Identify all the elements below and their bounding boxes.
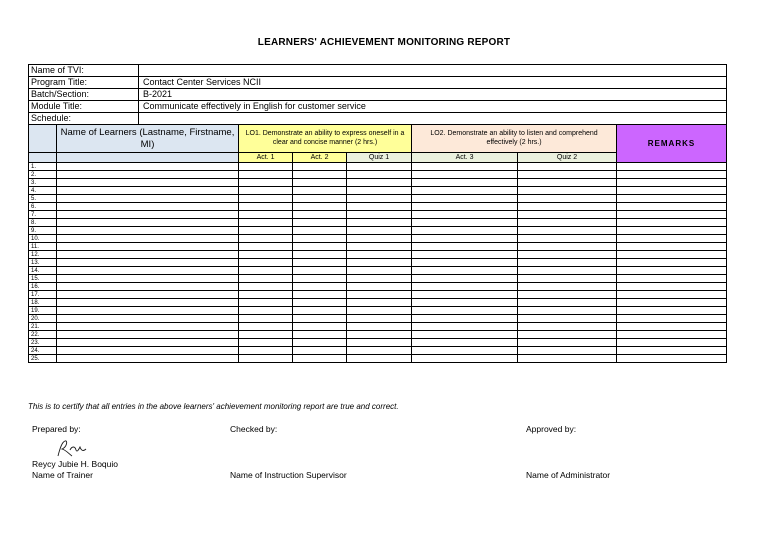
learner-name-cell [57,235,239,243]
remarks-cell [617,251,727,259]
table-row [29,243,727,251]
score-cell [412,235,518,243]
score-cell [293,275,347,283]
score-cell [239,235,293,243]
learner-name-cell [57,291,239,299]
score-cell [347,203,412,211]
remarks-cell [617,179,727,187]
info-label: Batch/Section: [29,89,139,101]
score-cell [239,219,293,227]
remarks-cell [617,219,727,227]
score-cell [412,315,518,323]
score-cell [518,235,617,243]
score-cell [293,267,347,275]
score-cell [412,323,518,331]
score-cell [347,283,412,291]
info-row [29,89,727,101]
score-cell [412,195,518,203]
certification-statement: This is to certify that all entries in the above learners' achievement monitoring report are true and correct. [28,402,399,411]
score-cell [518,275,617,283]
quiz2-header: Quiz 2 [518,153,617,163]
info-label: Program Title: [29,77,139,89]
score-cell [412,283,518,291]
learner-name-cell [57,299,239,307]
administrator-role: Name of Administrator [526,470,611,480]
score-cell [347,187,412,195]
row-number: 22. [29,331,57,339]
table-row [29,171,727,179]
score-cell [518,323,617,331]
score-cell [239,307,293,315]
table-row [29,211,727,219]
row-number: 5. [29,195,57,203]
learner-name-cell [57,219,239,227]
row-number: 10. [29,235,57,243]
score-cell [239,347,293,355]
score-cell [412,203,518,211]
remarks-cell [617,203,727,211]
score-cell [293,219,347,227]
approved-by-label: Approved by: [526,424,577,434]
score-cell [347,267,412,275]
row-number: 15. [29,275,57,283]
remarks-cell [617,291,727,299]
learner-name-cell [57,211,239,219]
act1-header: Act. 1 [239,153,293,163]
info-value: B-2021 [139,89,727,101]
score-cell [293,315,347,323]
row-number: 9. [29,227,57,235]
table-row [29,307,727,315]
row-number: 18. [29,299,57,307]
learner-name-cell [57,307,239,315]
score-cell [239,267,293,275]
row-number: 13. [29,259,57,267]
score-cell [293,307,347,315]
table-row [29,203,727,211]
learner-name-cell [57,323,239,331]
score-cell [518,307,617,315]
remarks-cell [617,355,727,363]
score-cell [347,347,412,355]
table-row [29,315,727,323]
row-number: 6. [29,203,57,211]
prepared-by-label: Prepared by: [32,424,81,434]
row-number: 25. [29,355,57,363]
table-row [29,235,727,243]
score-cell [412,291,518,299]
info-label: Module Title: [29,101,139,113]
row-number: 2. [29,171,57,179]
row-number: 11. [29,243,57,251]
score-cell [412,299,518,307]
score-cell [347,259,412,267]
row-number: 19. [29,307,57,315]
score-cell [412,347,518,355]
learner-name-cell [57,187,239,195]
info-row [29,77,727,89]
score-cell [293,203,347,211]
table-row [29,251,727,259]
score-cell [293,251,347,259]
score-cell [239,323,293,331]
score-cell [347,299,412,307]
info-value: Contact Center Services NCII [139,77,727,89]
score-cell [239,203,293,211]
score-cell [347,251,412,259]
score-cell [347,355,412,363]
score-cell [239,259,293,267]
score-cell [347,291,412,299]
score-cell [347,235,412,243]
score-cell [412,259,518,267]
score-cell [412,267,518,275]
score-cell [239,195,293,203]
score-cell [239,331,293,339]
score-cell [412,331,518,339]
score-cell [293,291,347,299]
row-number: 1. [29,163,57,171]
score-cell [412,171,518,179]
score-cell [518,291,617,299]
learner-name-cell [57,259,239,267]
row-number: 16. [29,283,57,291]
score-cell [518,211,617,219]
score-cell [293,227,347,235]
score-cell [518,315,617,323]
score-cell [518,163,617,171]
learners-subheader [57,153,239,163]
row-number: 21. [29,323,57,331]
row-number: 7. [29,211,57,219]
score-cell [239,227,293,235]
score-cell [239,163,293,171]
score-cell [518,283,617,291]
score-cell [293,299,347,307]
number-header [29,125,57,153]
quiz1-header: Quiz 1 [347,153,412,163]
achievement-table [28,64,727,363]
learner-name-cell [57,251,239,259]
table-row [29,179,727,187]
learner-name-cell [57,315,239,323]
score-cell [293,195,347,203]
row-number: 3. [29,179,57,187]
number-subheader [29,153,57,163]
score-cell [347,179,412,187]
row-number: 24. [29,347,57,355]
score-cell [293,331,347,339]
table-row [29,347,727,355]
score-cell [412,227,518,235]
remarks-cell [617,235,727,243]
checked-by-label: Checked by: [230,424,278,434]
score-cell [347,171,412,179]
score-cell [347,323,412,331]
remarks-cell [617,307,727,315]
score-cell [239,299,293,307]
score-cell [239,187,293,195]
score-cell [239,315,293,323]
score-cell [412,179,518,187]
remarks-cell [617,163,727,171]
table-row [29,291,727,299]
learner-name-cell [57,339,239,347]
remarks-cell [617,259,727,267]
score-cell [239,355,293,363]
score-cell [518,179,617,187]
info-row [29,65,727,77]
score-cell [412,243,518,251]
table-row [29,339,727,347]
table-row [29,275,727,283]
score-cell [412,163,518,171]
remarks-cell [617,211,727,219]
remarks-header: REMARKS [617,125,727,163]
score-cell [518,219,617,227]
learner-name-cell [57,227,239,235]
remarks-cell [617,195,727,203]
score-cell [518,355,617,363]
remarks-cell [617,283,727,291]
info-value: Communicate effectively in English for customer service [139,101,727,113]
remarks-cell [617,339,727,347]
learner-name-cell [57,203,239,211]
score-cell [347,211,412,219]
score-cell [293,211,347,219]
row-number: 12. [29,251,57,259]
score-cell [293,323,347,331]
score-cell [347,227,412,235]
score-cell [293,235,347,243]
remarks-cell [617,299,727,307]
supervisor-role: Name of Instruction Supervisor [230,470,347,480]
table-row [29,355,727,363]
table-row [29,187,727,195]
score-cell [239,275,293,283]
score-cell [412,187,518,195]
score-cell [412,355,518,363]
score-cell [293,339,347,347]
score-cell [347,243,412,251]
row-number: 8. [29,219,57,227]
report-title: LEARNERS' ACHIEVEMENT MONITORING REPORT [257,37,511,48]
learner-name-cell [57,267,239,275]
learner-name-cell [57,243,239,251]
learner-name-cell [57,355,239,363]
score-cell [239,339,293,347]
row-number: 14. [29,267,57,275]
score-cell [412,251,518,259]
score-cell [293,243,347,251]
score-cell [518,339,617,347]
learners-header: Name of Learners (Lastname, Firstname, MI) [57,125,239,153]
score-cell [518,187,617,195]
score-cell [293,171,347,179]
trainer-name: Reycy Jubie H. Boquio [32,459,118,469]
info-row [29,101,727,113]
score-cell [412,339,518,347]
score-cell [518,195,617,203]
score-cell [293,187,347,195]
score-cell [293,259,347,267]
info-value [139,65,727,77]
remarks-cell [617,315,727,323]
remarks-cell [617,187,727,195]
score-cell [518,203,617,211]
remarks-cell [617,347,727,355]
learner-name-cell [57,171,239,179]
learner-name-cell [57,195,239,203]
score-cell [239,243,293,251]
trainer-signature [52,438,92,460]
score-cell [239,171,293,179]
remarks-cell [617,267,727,275]
row-number: 23. [29,339,57,347]
info-label: Schedule: [29,113,139,125]
score-cell [518,171,617,179]
score-cell [293,179,347,187]
learner-name-cell [57,347,239,355]
learner-name-cell [57,163,239,171]
score-cell [412,275,518,283]
table-row [29,195,727,203]
act2-header: Act. 2 [293,153,347,163]
learner-name-cell [57,179,239,187]
score-cell [293,347,347,355]
lo1-header: LO1. Demonstrate an ability to express oneself in a clear and concise manner (2 hrs.) [239,125,412,153]
row-number: 20. [29,315,57,323]
table-row [29,219,727,227]
table-row [29,267,727,275]
score-cell [347,331,412,339]
score-cell [347,163,412,171]
score-cell [518,243,617,251]
row-number: 4. [29,187,57,195]
score-cell [412,211,518,219]
info-label: Name of TVI: [29,65,139,77]
info-row [29,113,727,125]
info-value [139,113,727,125]
remarks-cell [617,275,727,283]
score-cell [293,283,347,291]
score-cell [239,283,293,291]
score-cell [412,219,518,227]
learner-name-cell [57,275,239,283]
score-cell [347,307,412,315]
table-row [29,331,727,339]
score-cell [347,219,412,227]
score-cell [518,251,617,259]
table-row [29,163,727,171]
remarks-cell [617,227,727,235]
score-cell [239,251,293,259]
remarks-cell [617,323,727,331]
score-cell [239,179,293,187]
score-cell [518,267,617,275]
score-cell [239,211,293,219]
score-cell [518,331,617,339]
score-cell [293,355,347,363]
row-number: 17. [29,291,57,299]
score-cell [347,339,412,347]
table-row [29,227,727,235]
trainer-role: Name of Trainer [32,470,93,480]
act3-header: Act. 3 [412,153,518,163]
table-row [29,299,727,307]
lo2-header: LO2. Demonstrate an ability to listen and comprehend effectively (2 hrs.) [412,125,617,153]
score-cell [347,315,412,323]
table-row [29,259,727,267]
score-cell [412,307,518,315]
score-cell [347,275,412,283]
score-cell [347,195,412,203]
score-cell [518,259,617,267]
learner-name-cell [57,331,239,339]
table-row [29,283,727,291]
score-cell [518,227,617,235]
learner-name-cell [57,283,239,291]
score-cell [518,299,617,307]
remarks-cell [617,171,727,179]
score-cell [518,347,617,355]
remarks-cell [617,331,727,339]
score-cell [239,291,293,299]
remarks-cell [617,243,727,251]
table-row [29,323,727,331]
score-cell [293,163,347,171]
